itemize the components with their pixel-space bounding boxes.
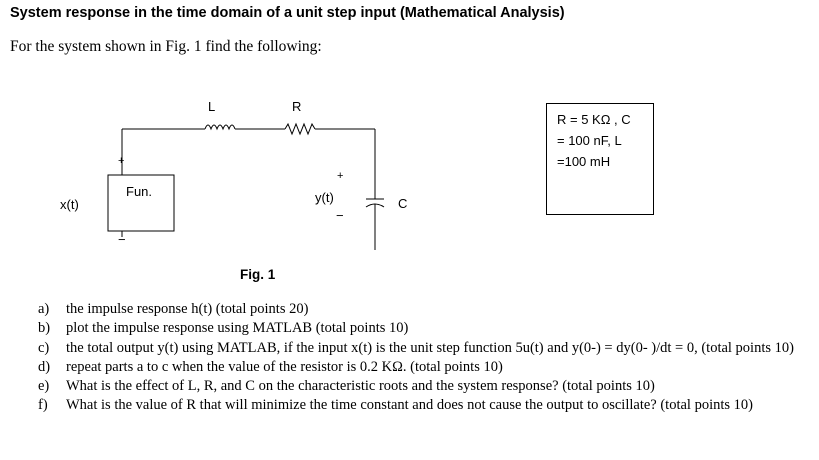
param-line-3: =100 mH bbox=[557, 154, 611, 169]
page-title: System response in the time domain of a unit step input (Mathematical Analysis) bbox=[10, 5, 565, 21]
question-text: the impulse response h(t) (total points 20) bbox=[66, 301, 309, 317]
question-text: plot the impulse response using MATLAB (total points 10) bbox=[66, 320, 409, 337]
input-label: x(t) bbox=[60, 197, 79, 212]
inductor-symbol bbox=[205, 125, 235, 129]
question-marker: c) bbox=[38, 339, 50, 356]
intro-text: For the system shown in Fig. 1 find the following: bbox=[10, 38, 322, 55]
source-plus-sign: + bbox=[118, 155, 125, 167]
question-text: repeat parts a to c when the value of the resistor is 0.2 KΩ. (total points 10) bbox=[66, 358, 503, 375]
capacitor-label: C bbox=[398, 196, 408, 211]
output-label: y(t) bbox=[315, 190, 334, 205]
figure-caption: Fig. 1 bbox=[240, 267, 276, 282]
question-text: What is the value of R that will minimize the time constant and does not cause the output to oscillate? (total points 10) bbox=[66, 397, 753, 414]
output-minus-sign: − bbox=[336, 208, 344, 223]
question-item bbox=[38, 319, 798, 338]
parameter-box bbox=[546, 103, 654, 215]
inductor-label: L bbox=[208, 99, 216, 114]
question-item bbox=[38, 339, 798, 358]
resistor-label: R bbox=[292, 99, 302, 114]
question-marker: b) bbox=[38, 320, 51, 337]
question-item bbox=[38, 358, 798, 377]
source-label: Fun. bbox=[126, 184, 153, 199]
question-text: What is the effect of L, R, and C on the characteristic roots and the system response? (total points 10) bbox=[66, 378, 655, 395]
param-line-1: R = 5 KΩ , C bbox=[557, 112, 631, 127]
question-text: the total output y(t) using MATLAB, if the input x(t) is the unit step function 5u(t) and y(0-) = dy(0- )/dt = 0, (total points 10) bbox=[66, 339, 794, 356]
question-item bbox=[38, 300, 798, 319]
param-line-2: = 100 nF, L bbox=[557, 133, 622, 148]
question-item bbox=[38, 396, 798, 415]
output-plus-sign: + bbox=[337, 170, 344, 182]
source-minus-sign: − bbox=[118, 232, 126, 247]
question-marker: e) bbox=[38, 378, 50, 395]
question-list bbox=[38, 300, 798, 416]
question-item bbox=[38, 377, 798, 396]
question-marker: f) bbox=[38, 397, 48, 414]
question-marker: d) bbox=[38, 358, 51, 375]
resistor-symbol bbox=[285, 124, 315, 134]
question-marker: a) bbox=[38, 301, 50, 317]
